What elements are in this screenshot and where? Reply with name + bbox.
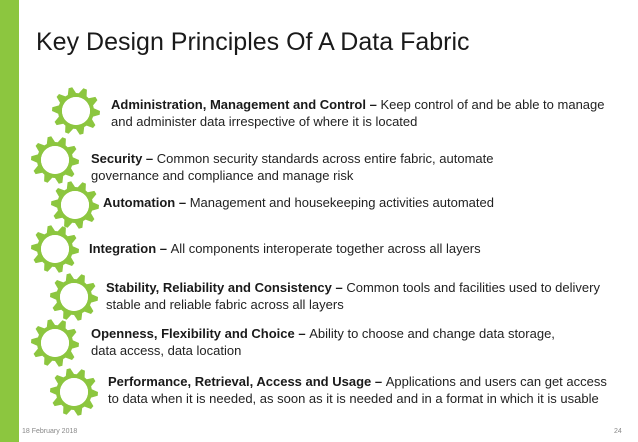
principle-name: Administration, Management and Control [111,97,366,112]
principle-name: Integration [89,241,157,256]
principle-description: Ability to choose and change data storage, data access, data location [91,326,555,358]
principle-separator: – [175,195,190,210]
principle-description: Common security standards across entire fabric, automate governance and compliance and manage risk [91,151,494,183]
principle-name: Security [91,151,143,166]
principle-item [91,150,551,184]
footer-date: 18 February 2018 [22,428,78,435]
gear-icon [52,87,100,134]
principle-name: Openness, Flexibility and Choice [91,326,295,341]
page-number: 24 [614,428,622,435]
principle-separator: – [156,241,171,256]
principle-description: Applications and users can get access to data when it is needed, as soon as it is needed and in a format in which it is usable [108,374,607,406]
principle-separator: – [331,280,347,295]
principle-item [103,194,573,211]
gear-icon [31,319,79,366]
principle-separator: – [371,374,386,389]
gear-icon [31,136,79,183]
principle-separator: – [294,326,310,341]
principle-item [106,279,611,313]
principle-item [89,240,559,257]
gear-icon [31,225,79,272]
principle-separator: – [365,97,381,112]
gear-icon [50,368,98,415]
principle-description: Keep control of and be able to manage and administer data irrespective of where it is located [111,97,605,129]
principle-item [108,373,618,407]
gear-icon [51,181,99,228]
gear-icon [50,273,98,320]
principle-name: Performance, Retrieval, Access and Usage [108,374,372,389]
principle-separator: – [142,151,157,166]
slide-title: Key Design Principles Of A Data Fabric [36,28,470,56]
principle-name: Stability, Reliability and Consistency [106,280,332,295]
principle-description: Common tools and facilities used to delivery stable and reliable fabric across all layers [106,280,600,312]
principle-description: Management and housekeeping activities automated [189,195,494,210]
principle-description: All components interoperate together across all layers [170,241,481,256]
principle-item [111,96,621,130]
principle-name: Automation [103,195,176,210]
principle-item [91,325,556,359]
